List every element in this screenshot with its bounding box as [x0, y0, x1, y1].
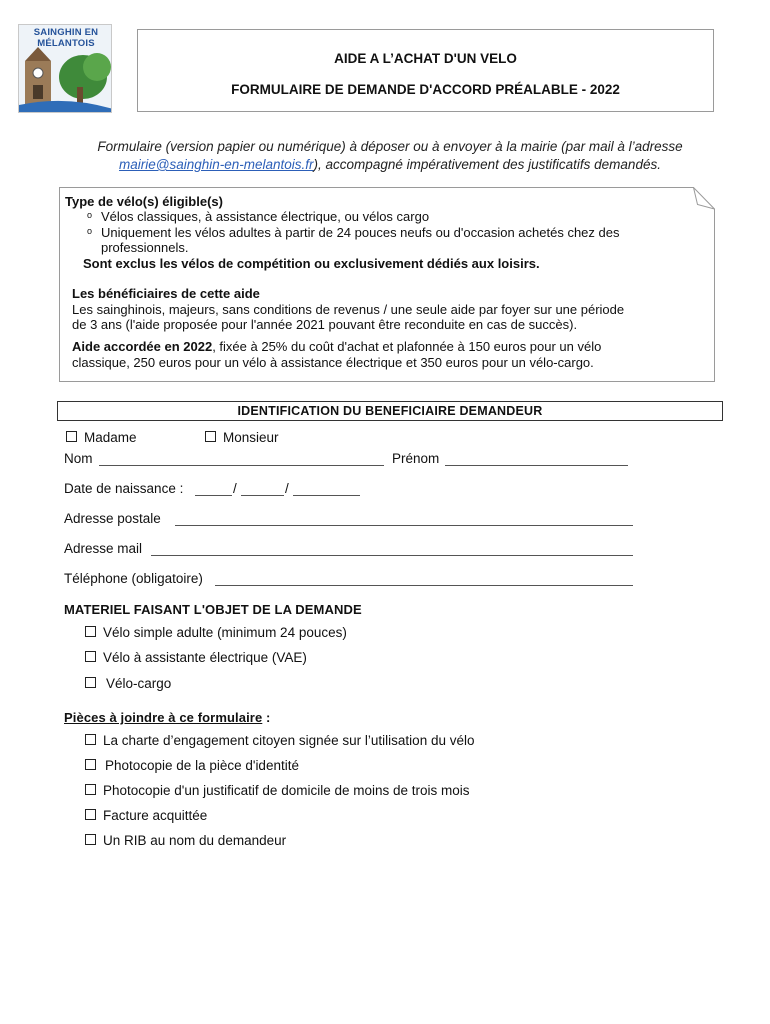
mairie-email-link[interactable]: mairie@sainghin-en-melantois.fr — [119, 157, 314, 172]
identification-heading: IDENTIFICATION DU BENEFICIAIRE DEMANDEUR — [57, 401, 723, 421]
madame-option[interactable] — [66, 430, 137, 445]
eligibility-heading: Type de vélo(s) éligible(s) — [65, 194, 223, 209]
materiel-label-vae: Vélo à assistante électrique (VAE) — [103, 650, 307, 665]
bullet-circle-icon: o — [87, 210, 93, 220]
madame-checkbox[interactable] — [66, 431, 77, 442]
intro-line2 — [60, 156, 720, 174]
birth-month-field[interactable] — [241, 495, 284, 496]
document-subtitle: FORMULAIRE DE DEMANDE D'ACCORD PRÉALABLE - 2022 — [231, 82, 620, 97]
pieces-heading-text: Pièces à joindre à ce formulaire — [64, 710, 263, 725]
beneficiaries-heading: Les bénéficiaires de cette aide — [72, 286, 260, 301]
birth-day-field[interactable] — [195, 495, 232, 496]
materiel-option-simple[interactable] — [85, 625, 347, 640]
birth-separator-1: / — [233, 481, 237, 496]
materiel-option-cargo[interactable] — [85, 676, 171, 691]
nom-field[interactable] — [99, 465, 384, 466]
monsieur-label: Monsieur — [223, 430, 279, 445]
prenom-label: Prénom — [392, 451, 440, 466]
nom-label: Nom — [64, 451, 93, 466]
phone-field[interactable] — [215, 585, 633, 586]
materiel-heading: MATERIEL FAISANT L'OBJET DE LA DEMANDE — [64, 602, 362, 617]
materiel-option-vae[interactable] — [85, 650, 307, 665]
email-field[interactable] — [151, 555, 633, 556]
piece-item-domicile[interactable] — [85, 783, 470, 798]
monsieur-option[interactable] — [205, 430, 279, 445]
intro-line1: Formulaire (version papier ou numérique) à déposer ou à envoyer à la mairie (par mail à l’adresse — [97, 139, 683, 154]
address-label: Adresse postale — [64, 511, 161, 526]
materiel-checkbox-vae[interactable] — [85, 651, 96, 662]
aid-line1-rest: , fixée à 25% du coût d'achat et plafonnée à 150 euros pour un vélo — [212, 339, 602, 354]
title-box — [137, 29, 714, 112]
piece-item-rib[interactable] — [85, 833, 286, 848]
pieces-heading — [64, 710, 270, 725]
intro-paragraph — [60, 138, 720, 174]
piece-label-identite: Photocopie de la pièce d'identité — [105, 758, 299, 773]
materiel-label-simple: Vélo simple adulte (minimum 24 pouces) — [103, 625, 347, 640]
email-label: Adresse mail — [64, 541, 143, 556]
birth-year-field[interactable] — [293, 495, 360, 496]
eligibility-bullet-1: Vélos classiques, à assistance électrique, ou vélos cargo — [101, 209, 430, 224]
phone-label: Téléphone (obligatoire) — [64, 571, 203, 586]
beneficiaries-line1: Les sainghinois, majeurs, sans conditions de revenus / une seule aide par foyer sur une période — [72, 302, 625, 317]
materiel-label-cargo: Vélo-cargo — [106, 676, 172, 691]
piece-checkbox-domicile[interactable] — [85, 784, 96, 795]
logo-text-line2: MÉLANTOIS — [37, 38, 95, 49]
monsieur-checkbox[interactable] — [205, 431, 216, 442]
materiel-checkbox-simple[interactable] — [85, 626, 96, 637]
birth-separator-2: / — [285, 481, 289, 496]
materiel-checkbox-cargo[interactable] — [85, 677, 96, 688]
piece-item-identite[interactable] — [85, 758, 299, 773]
town-logo — [18, 24, 112, 113]
piece-checkbox-identite[interactable] — [85, 759, 96, 770]
madame-label: Madame — [84, 430, 137, 445]
document-title: AIDE A L’ACHAT D'UN VELO — [334, 51, 517, 66]
piece-label-charte: La charte d’engagement citoyen signée sur l’utilisation du vélo — [103, 733, 475, 748]
aid-line1 — [72, 339, 601, 355]
aid-line2: classique, 250 euros pour un vélo à assistance électrique et 350 euros pour un vélo-cargo. — [72, 355, 594, 370]
intro-line2-rest: ), accompagné impérativement des justificatifs demandés. — [313, 157, 661, 172]
birthdate-label: Date de naissance : — [64, 481, 184, 496]
eligibility-bullet-2-line2: professionnels. — [101, 240, 189, 255]
aid-bold-label: Aide accordée en 2022 — [72, 339, 213, 354]
piece-checkbox-rib[interactable] — [85, 834, 96, 845]
eligibility-excluded: Sont exclus les vélos de compétition ou exclusivement dédiés aux loisirs. — [83, 256, 540, 271]
piece-label-rib: Un RIB au nom du demandeur — [103, 833, 287, 848]
pieces-heading-colon: : — [266, 710, 271, 725]
piece-label-facture: Facture acquittée — [103, 808, 208, 823]
bullet-circle-icon: o — [87, 226, 93, 236]
piece-item-charte[interactable] — [85, 733, 474, 748]
piece-item-facture[interactable] — [85, 808, 207, 823]
address-field[interactable] — [175, 525, 633, 526]
logo-text-line1: SAINGHIN EN — [33, 27, 99, 38]
beneficiaries-line2: de 3 ans (l'aide proposée pour l'année 2021 pouvant être reconduite en cas de succès). — [72, 317, 578, 332]
eligibility-bullet-2-line1: Uniquement les vélos adultes à partir de 24 pouces neufs ou d'occasion achetés chez des — [101, 225, 620, 240]
piece-checkbox-charte[interactable] — [85, 734, 96, 745]
prenom-field[interactable] — [445, 465, 628, 466]
piece-checkbox-facture[interactable] — [85, 809, 96, 820]
piece-label-domicile: Photocopie d'un justificatif de domicile de moins de trois mois — [103, 783, 470, 798]
